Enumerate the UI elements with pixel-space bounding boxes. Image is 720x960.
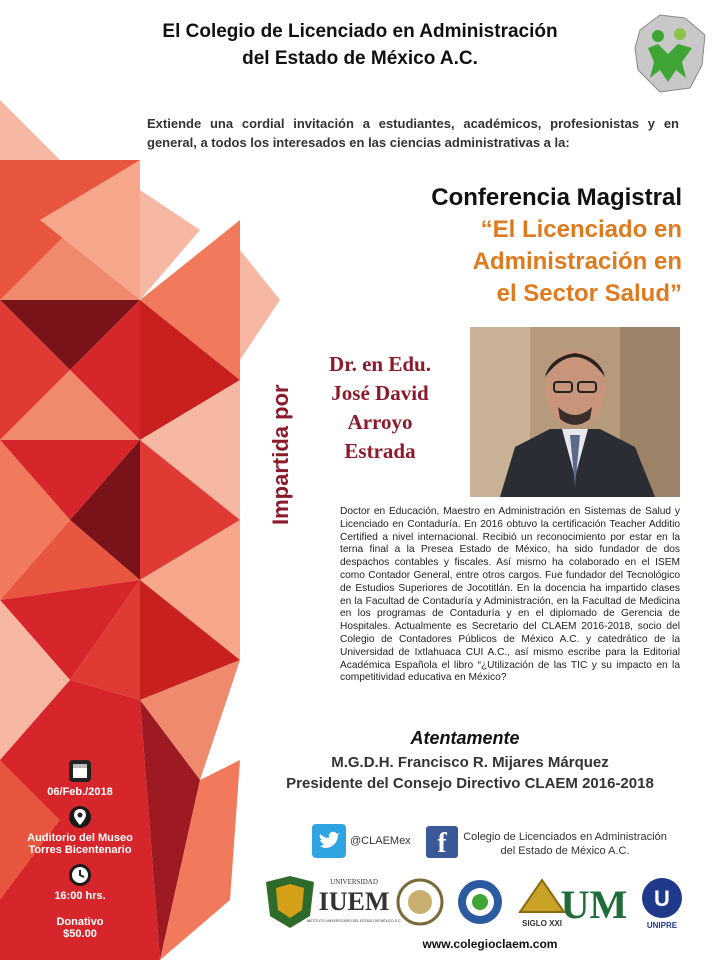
twitter-handle[interactable]: @CLAEMex	[350, 835, 411, 847]
unipre-logo	[642, 878, 682, 930]
signer-block	[240, 752, 700, 794]
iuem-logo	[307, 878, 402, 923]
event-donation-amount: $50.00	[63, 928, 97, 940]
speaker-name-line4: Estrada	[344, 439, 416, 463]
event-date: 06/Feb./2018	[47, 786, 113, 798]
speaker-name	[300, 350, 460, 466]
state-map-logo-icon	[630, 10, 710, 95]
organization-title	[90, 18, 630, 72]
conference-title	[300, 214, 682, 310]
twitter-icon[interactable]	[312, 824, 346, 858]
siglo-xxi-logo	[520, 880, 564, 928]
speaker-name-line1: Dr. en Edu.	[329, 352, 431, 376]
facebook-page-line2: del Estado de México A.C.	[500, 845, 630, 857]
facebook-page-line1: Colegio de Licenciados en Administración	[463, 831, 667, 843]
closing-atentamente: Atentamente	[410, 728, 520, 748]
um-logo-text: UM	[560, 882, 628, 927]
conference-title-line3: el Sector Salud”	[496, 280, 682, 307]
signer-name: M.G.D.H. Francisco R. Mijares Márquez	[331, 754, 609, 771]
location-pin-icon	[69, 806, 91, 828]
event-place-line2: Torres Bicentenario	[28, 844, 132, 856]
invitation-text: Extiende una cordial invitación a estudiantes, académicos, profesionistas y en general, a todos los interesados en las ciencias administrativas a la:	[147, 116, 679, 150]
organization-title-line1: El Colegio de Licenciado en Administración	[162, 21, 558, 42]
um-logo	[561, 882, 628, 927]
event-donation-label: Donativo	[56, 916, 104, 928]
website-link[interactable]: www.colegioclaem.com	[422, 937, 558, 951]
event-info	[10, 760, 150, 940]
claem-logo	[630, 10, 710, 95]
conference-label: Conferencia Magistral	[431, 184, 682, 211]
conference-title-line2: Administración en	[472, 248, 682, 275]
conference-title-line1: “El Licenciado en	[480, 216, 682, 243]
facebook-page-name[interactable]	[460, 830, 670, 858]
speaker-name-line2: José David	[331, 381, 429, 405]
event-time: 16:00 hrs.	[54, 890, 106, 902]
event-place-line1: Auditorio del Museo	[27, 832, 133, 844]
impartida-por-label: Impartida por	[268, 384, 293, 525]
speaker-biography: Doctor en Educación, Maestro en Administración en Sistemas de Salud y Licenciado en Contaduría. En 2016 obtuvo la certificación Teacher Additio Certified a nivel internacional. Recibió un reconocimiento por estar en la terna final a la Presea Estado de México, ha sido fundador de dos despachos contables y fiscales. Así mismo ha colaborado en el ISEM como Contador General, entre otros cargos. Fue fundador del Tecnológico de Estudios Superiores de Jocotitlán. En la docencia ha impartido clases en la Facultad de Contaduría y Administración, en la Facultad de Medicina en los programas de Contaduría y en el diplomado de Gerencia de Hospitales. Actualmente es Secretario del CLAEM 2016-2018, socio del Colegio de Contadores Públicos de México A.C. y catedrático de la Universidad de Ixtlahuaca CUI A.C., así mismo escribe para la Editorial Académica Española el libro “¿Utilización de las TIC y su impacto en la competitividad educativa en México?	[340, 506, 680, 684]
signer-title: Presidente del Consejo Directivo CLAEM 2016-2018	[286, 775, 654, 792]
facebook-icon[interactable]: f	[426, 826, 458, 858]
siglo-xxi-text: SIGLO XXI	[521, 919, 563, 928]
organization-title-line2: del Estado de México A.C.	[242, 48, 478, 69]
calendar-icon	[69, 760, 91, 782]
clock-icon	[69, 864, 91, 886]
university-seal-icon	[398, 880, 442, 924]
unipre-u-text: U	[654, 886, 670, 911]
speaker-name-line3: Arroyo	[347, 410, 413, 434]
unipre-text: UNIPRE	[646, 921, 678, 930]
sponsor-logos	[262, 872, 702, 932]
iuem-logo-text: IUEM	[318, 887, 390, 916]
speaker-photo	[470, 327, 680, 497]
iuem-top-text: UNIVERSIDAD	[330, 878, 378, 886]
speaker-portrait-icon	[470, 327, 680, 497]
iuem-sub-text: INSTITUTO UNIVERSITARIO DEL ESTADO DE MÉXICO S.C.	[306, 919, 402, 923]
blue-seal-icon	[458, 880, 502, 924]
